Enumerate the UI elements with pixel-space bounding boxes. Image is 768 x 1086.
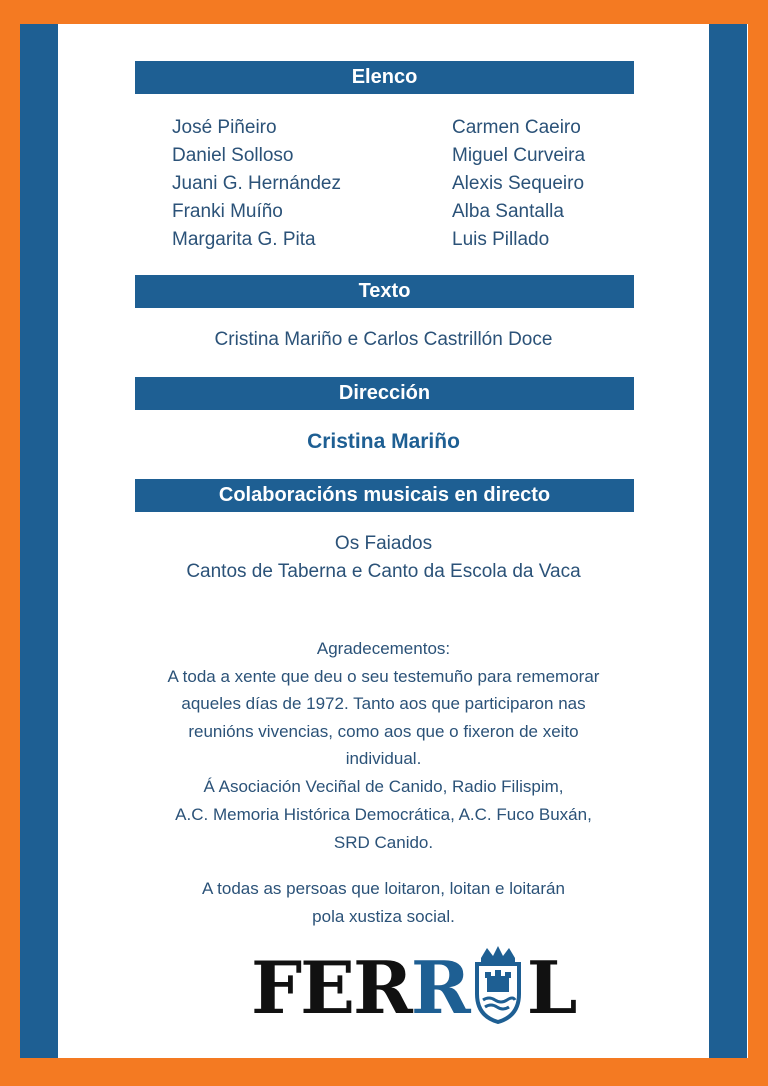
direction-header: Dirección	[135, 377, 634, 410]
cast-member: Franki Muíño	[172, 201, 283, 222]
closing-line: pola xustiza social.	[312, 907, 455, 926]
cast-member: José Piñeiro	[172, 117, 277, 138]
ferrol-seal-icon	[469, 944, 527, 1024]
left-accent-bar	[20, 24, 58, 1058]
thanks-line: Á Asociación Veciñal de Canido, Radio Filispim,	[203, 777, 564, 796]
logo-text-l: L	[526, 945, 576, 1030]
right-accent-bar	[709, 24, 747, 1058]
program-content	[58, 24, 709, 1058]
logo-text-fer: FER	[251, 945, 411, 1030]
logo-text-r: R	[410, 945, 469, 1030]
cast-member: Carmen Caeiro	[452, 117, 581, 138]
cast-header: Elenco	[135, 61, 634, 94]
text-header: Texto	[135, 275, 634, 308]
cast-member: Margarita G. Pita	[172, 229, 316, 250]
music-header: Colaboracións musicais en directo	[135, 479, 634, 512]
thanks-line: A.C. Memoria Histórica Democrática, A.C. Fuco Buxán,	[175, 805, 592, 824]
thanks-title: Agradecementos:	[316, 639, 451, 658]
music-group: Os Faiados	[334, 533, 433, 554]
cast-member: Miguel Curveira	[452, 145, 586, 166]
cast-member: Luis Pillado	[452, 229, 550, 250]
cast-member: Alba Santalla	[452, 201, 564, 222]
thanks-line: A toda a xente que deu o seu testemuño para rememorar	[167, 667, 600, 686]
thanks-line: SRD Canido.	[333, 833, 434, 852]
thanks-line: aqueles días de 1972. Tanto aos que participaron nas	[181, 694, 586, 713]
cast-left-column	[172, 114, 341, 254]
cast-right-column	[452, 114, 585, 254]
thanks-line: individual.	[345, 749, 422, 768]
music-songs: Cantos de Taberna e Canto da Escola da Vaca	[186, 561, 581, 582]
cast-member: Juani G. Hernández	[172, 173, 341, 194]
thanks-line: reunións vivencias, como aos que o fixeron de xeito	[188, 722, 579, 741]
ferrol-logo	[251, 944, 576, 1030]
program-page	[20, 24, 748, 1058]
director-name: Cristina Mariño	[307, 430, 460, 453]
cast-member: Daniel Solloso	[172, 145, 294, 166]
cast-member: Alexis Sequeiro	[452, 173, 585, 194]
text-authors: Cristina Mariño e Carlos Castrillón Doce	[214, 329, 553, 350]
closing-line: A todas as persoas que loitaron, loitan e loitarán	[202, 879, 565, 898]
